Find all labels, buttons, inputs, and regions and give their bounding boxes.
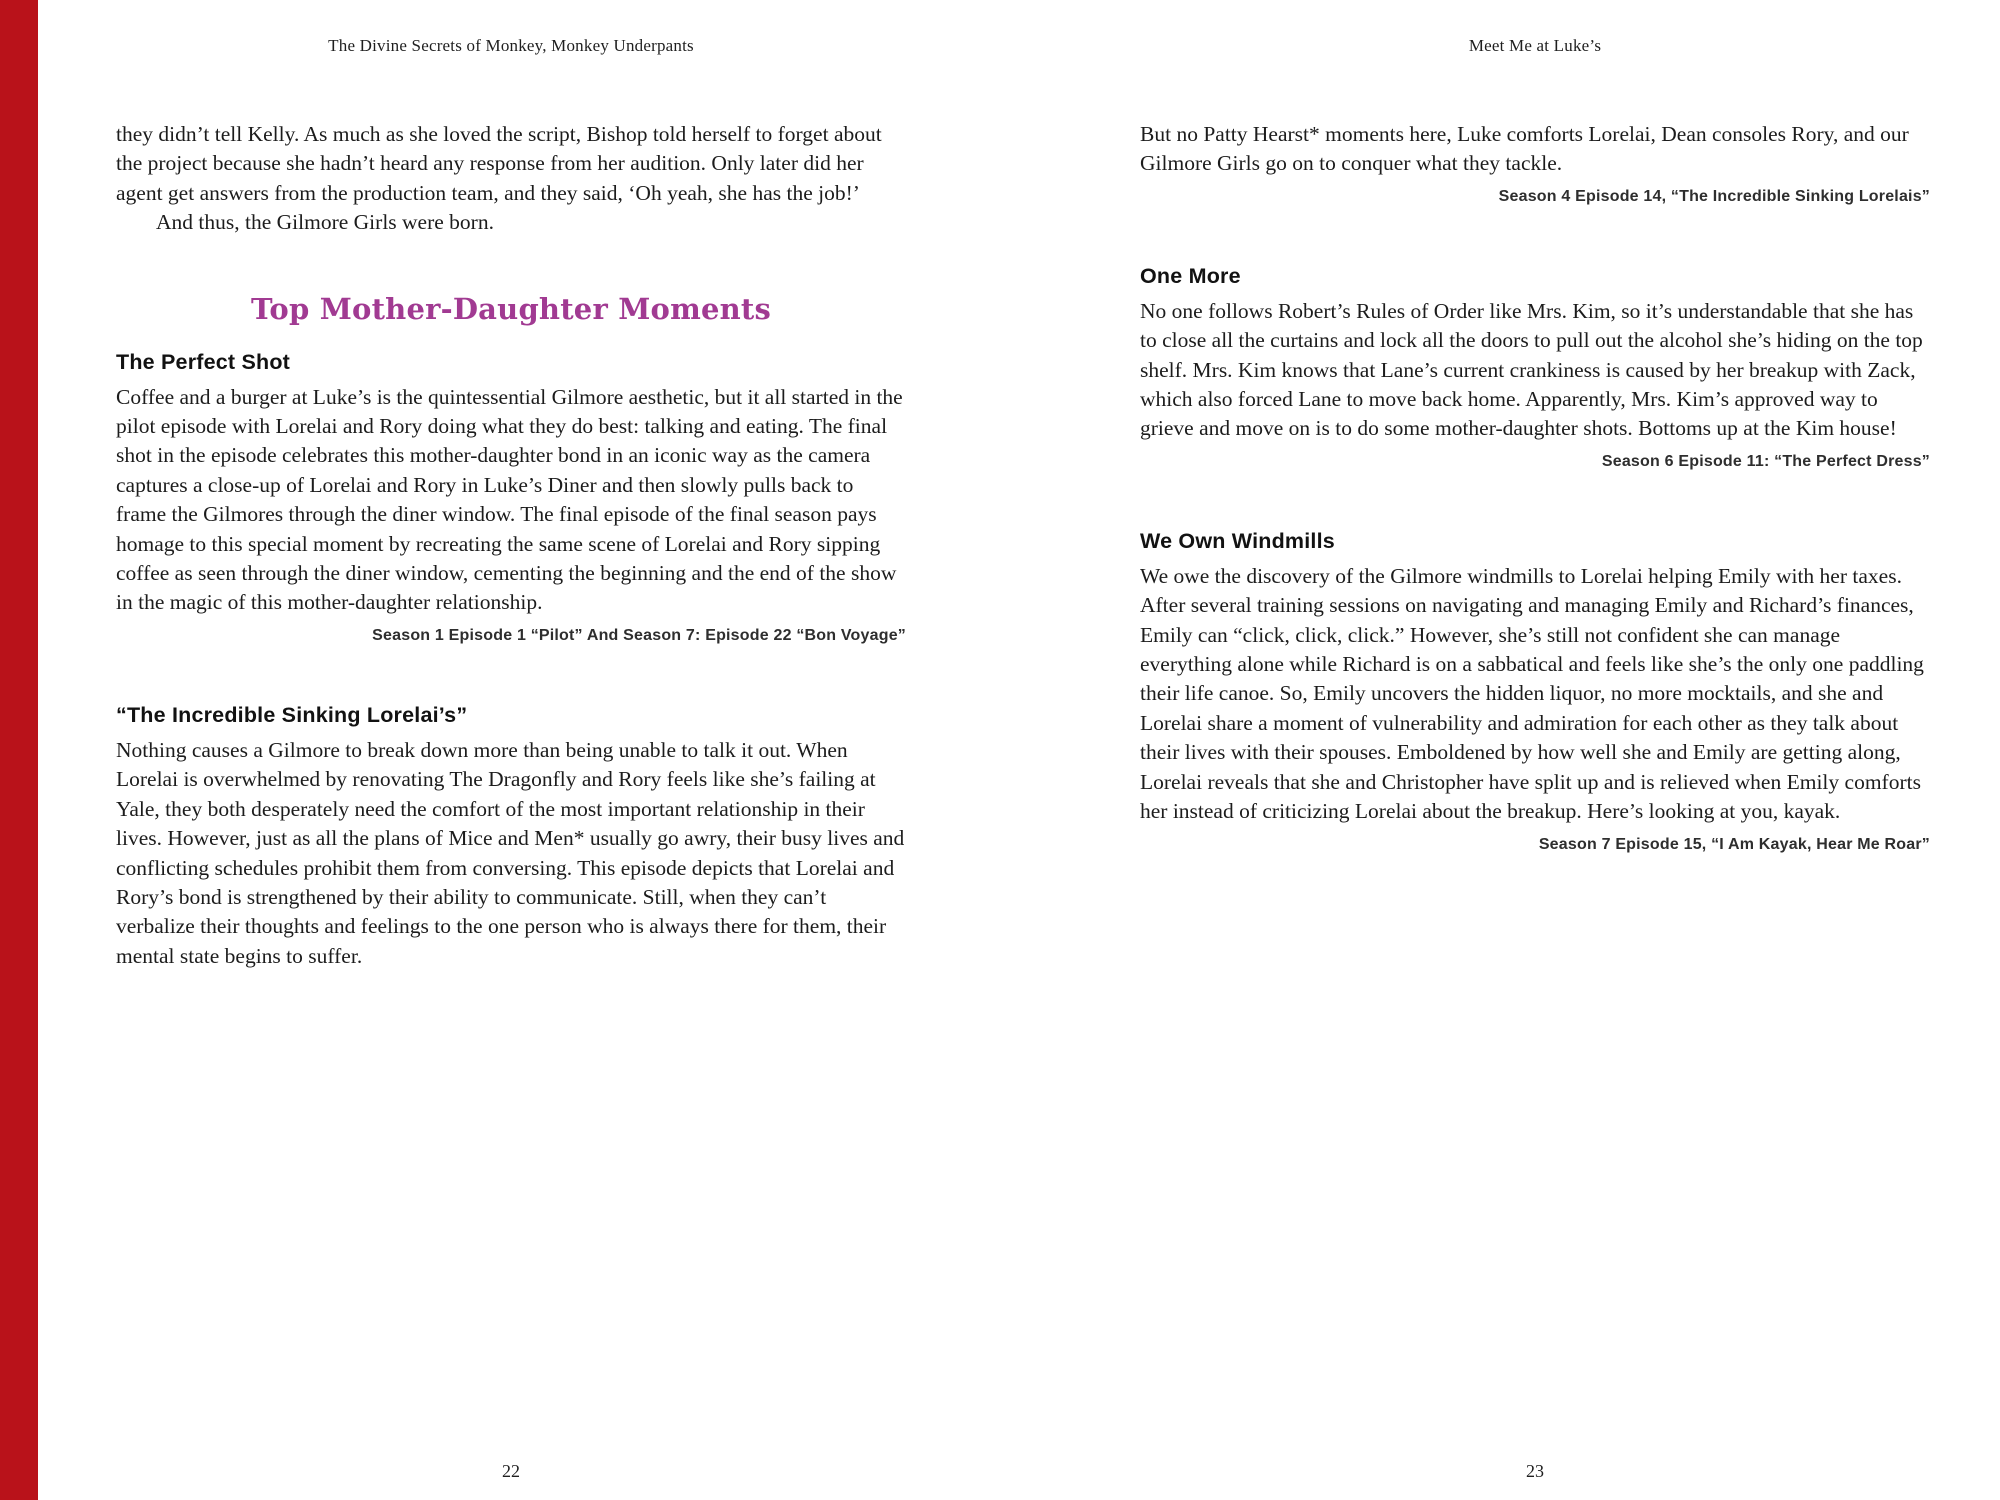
episode-citation: Season 1 Episode 1 “Pilot” And Season 7: Episode 22 “Bon Voyage” xyxy=(372,626,906,644)
page-right-content xyxy=(1140,120,1930,854)
page-left xyxy=(116,0,906,1500)
running-header-right: Meet Me at Luke’s xyxy=(1468,36,1602,55)
entry-heading-we-own-windmills: We Own Windmills xyxy=(1140,528,1335,553)
page-number-left: 22 xyxy=(502,1461,520,1481)
continuation-paragraph: But no Patty Hearst* moments here, Luke comforts Lorelai, Dean consoles Rory, and our Gilmore Girls go on to conquer what they tackle. xyxy=(1140,122,1909,176)
entry-body-perfect-shot: Coffee and a burger at Luke’s is the quintessential Gilmore aesthetic, but it all started in the pilot episode with Lorelai and Rory doing what they do best: talking and eating. The final shot in the episode celebrates this mother-daughter bond in an iconic way as the camera captures a close-up of Lorelai and Rory in Luke’s Diner and then slowly pulls back to frame the Gilmores through the diner window. The final episode of the final season pays homage to this special moment by recreating the same scene of Lorelai and Rory sipping coffee as seen through the diner window, cementing the beginning and the end of the show in the magic of this mother-daughter relationship. xyxy=(116,384,903,615)
section-title: Top Mother-Daughter Moments xyxy=(250,291,772,326)
entry-heading-perfect-shot: The Perfect Shot xyxy=(116,349,291,374)
book-edge-strip xyxy=(0,0,38,1500)
page-right xyxy=(1140,0,1930,1500)
page-number-right: 23 xyxy=(1526,1461,1544,1481)
intro-paragraph-2: And thus, the Gilmore Girls were born. xyxy=(156,210,494,235)
entry-heading-incredible-sinking: “The Incredible Sinking Lorelai’s” xyxy=(116,702,468,727)
intro-paragraph-1: they didn’t tell Kelly. As much as she loved the script, Bishop told herself to forget about the project because she hadn’t heard any response from her audition. Only later did her agent get answers from the production team, and they said, ‘Oh yeah, she has the job!’ xyxy=(116,122,882,205)
episode-citation: Season 6 Episode 11: “The Perfect Dress” xyxy=(1601,452,1930,470)
entry-body-one-more: No one follows Robert’s Rules of Order like Mrs. Kim, so it’s understandable that she has to close all the curtains and lock all the doors to pull out the alcohol she’s hiding on the top shelf. Mrs. Kim knows that Lane’s current crankiness is caused by her breakup with Zack, which also forced Lane to move back home. Apparently, Mrs. Kim’s approved way to grieve and move on is to do some mother-daughter shots. Bottoms up at the Kim house! xyxy=(1140,298,1923,441)
entry-body-incredible-sinking: Nothing causes a Gilmore to break down more than being unable to talk it out. When Lorelai is overwhelmed by renovating The Dragonfly and Rory feels like she’s failing at Yale, they both desperately need the comfort of the most important relationship in their lives. However, just as all the plans of Mice and Men* usually go awry, their busy lives and conflicting schedules prohibit them from conversing. This episode depicts that Lorelai and Rory’s bond is strengthened by their ability to communicate. Still, when they can’t verbalize their thoughts and feelings to the one person who is always there for them, their mental state begins to suffer. xyxy=(116,737,905,968)
page-left-content xyxy=(116,120,906,971)
episode-citation: Season 4 Episode 14, “The Incredible Sinking Lorelais” xyxy=(1498,187,1930,205)
episode-citation: Season 7 Episode 15, “I Am Kayak, Hear Me Roar” xyxy=(1538,835,1930,853)
entry-body-we-own-windmills: We owe the discovery of the Gilmore windmills to Lorelai helping Emily with her taxes. After several training sessions on navigating and managing Emily and Richard’s finances, Emily can “click, click, click.” However, she’s still not confident she can manage everything alone while Richard is on a sabbatical and feels like she’s the only one paddling their life canoe. So, Emily uncovers the hidden liquor, no more mocktails, and she and Lorelai share a moment of vulnerability and admiration for each other as they talk about their lives with their spouses. Emboldened by how well she and Emily are getting along, Lorelai reveals that she and Christopher have split up and is relieved when Emily comforts her instead of criticizing Lorelai about the breakup. Here’s looking at you, kayak. xyxy=(1140,563,1924,824)
entry-heading-one-more: One More xyxy=(1140,263,1241,288)
running-header-left: The Divine Secrets of Monkey, Monkey Underpants xyxy=(328,36,694,55)
